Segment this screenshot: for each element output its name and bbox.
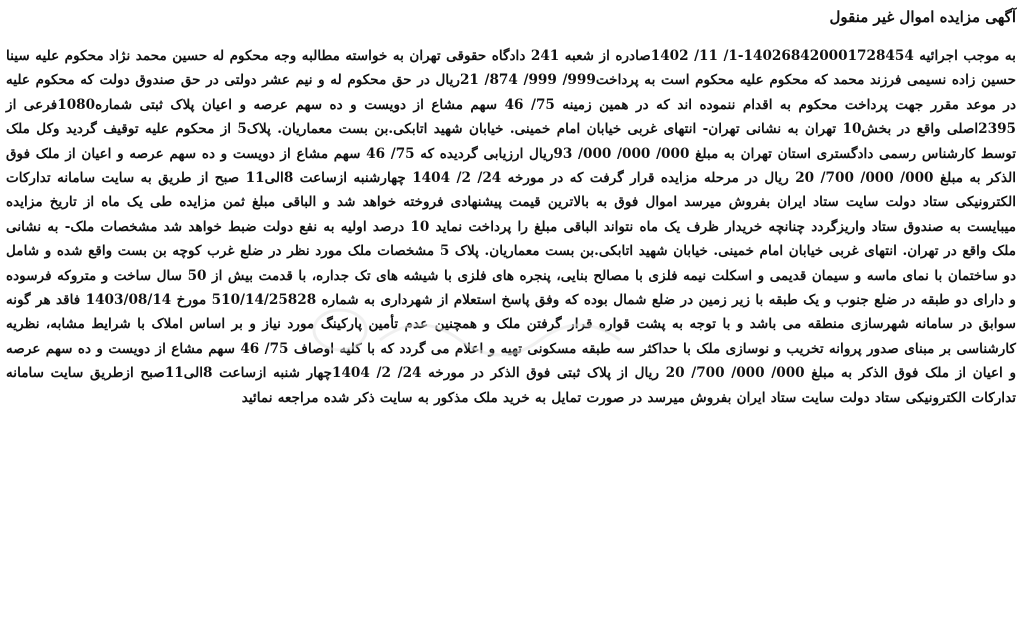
- notice-title: آگهی مزایده اموال غیر منقول: [829, 8, 1016, 26]
- notice-body: به موجب اجرائیه 140268420001728454-1/ 11/ 1402صادره از شعبه 241 دادگاه حقوقی تهران به خواسته مطالبه وجه محکوم له حسین محمد نژاد محکوم علیه سینا حسین زاده نسیمی فرزند محمد که محکوم علیه محکوم است به پرداخت999/ 999/ 874/ 21ریال در حق محکوم له و نیم عشر دولتی در حق صندوق دولت که محکوم علیه در موعد مقرر جهت پرداخت محکوم به اقدام ننموده اند که در همین زمینه 75/ 46 سهم مشاع از دویست و ده سهم عرصه و اعیان پلاک ثبتی شماره1080فرعی از 2395اصلی واقع در بخش10 تهران به نشانی تهران- انتهای غربی خیابان امام خمینی. خیابان شهید اتابکی.بن بست معماریان. پلاک5 از محکوم علیه توقیف گردید وکل ملک توسط کارشناس رسمی دادگستری استان تهران به مبلغ 000/ 000/ 000/ 93ریال ارزیابی گردیده که 75/ 46 سهم مشاع از دویست و ده سهم عرصه و اعیان از ملک فوق الذکر به مبلغ 000/ 000/ 700/ 20 ریال در مرحله مزایده قرار گرفت که در مورخه 24/ 2/ 1404 چهارشنبه ازساعت 8الی11 صبح از طریق به سایت سامانه تدارکات الکترونیکی ستاد دولت سایت ستاد ایران بفروش میرسد اموال فوق به بالاترین قیمت پیشنهادی فروخته خواهد شد و الباقی مبلغ ثمن مزایده طی یک ماه از تاریخ مزایده میبایست به صندوق ستاد واریزگردد چنانچه خریدار ظرف یک ماه نتواند الباقی مبلغ را پرداخت نماید 10 درصد اولیه به نفع دولت ضبط خواهد شد مشخصات ملک- به نشانی ملک واقع در تهران. انتهای غربی خیابان امام خمینی. خیابان شهید اتابکی.بن بست معماریان. پلاک 5 مشخصات ملک مورد نظر در ضلع غرب کوچه بن بست واقع شده و شامل دو ساختمان با نمای ماسه و سیمان قدیمی و اسکلت نیمه فلزی با مصالح بنایی، پنجره های فلزی با شیشه های تک جداره، با قدمت بیش از 50 سال ساخت و متروکه فرسوده و دارای دو طبقه در ضلع جنوب و یک طبقه با زیر زمین در ضلع شمال بوده که وفق پاسخ استعلام از شهرداری به شماره 510/14/25828 مورخ 1403/08/14 فاقد هر گونه سوابق در سامانه شهرسازی منطقه می باشد و با توجه به پشت قواره قرار گرفتن ملک و همچنین عدم تأمین پارکینگ مورد نیاز و بر اساس املاک با شرایط مشابه، نظریه کارشناسی بر مبنای صدور پروانه تخریب و نوسازی ملک با حداکثر سه طبقه مسکونی تهیه و اعلام می گردد که با کلیه اوصاف 75/ 46 سهم مشاع از دویست و ده سهم عرصه و اعیان از ملک فوق الذکر به مبلغ 000/ 000/ 700/ 20 ریال از پلاک ثبتی فوق الذکر در مورخه 24/ 2/ 1404چهار شنبه ازساعت 8الی11صبح ازطریق سایت سامانه تدارکات الکترونیکی ستاد دولت سایت ستاد ایران بفروش میرسد در صورت تمایل به خرید ملک مذکور به سایت ذکر شده مراجعه نمائید: [6, 48, 1017, 406]
